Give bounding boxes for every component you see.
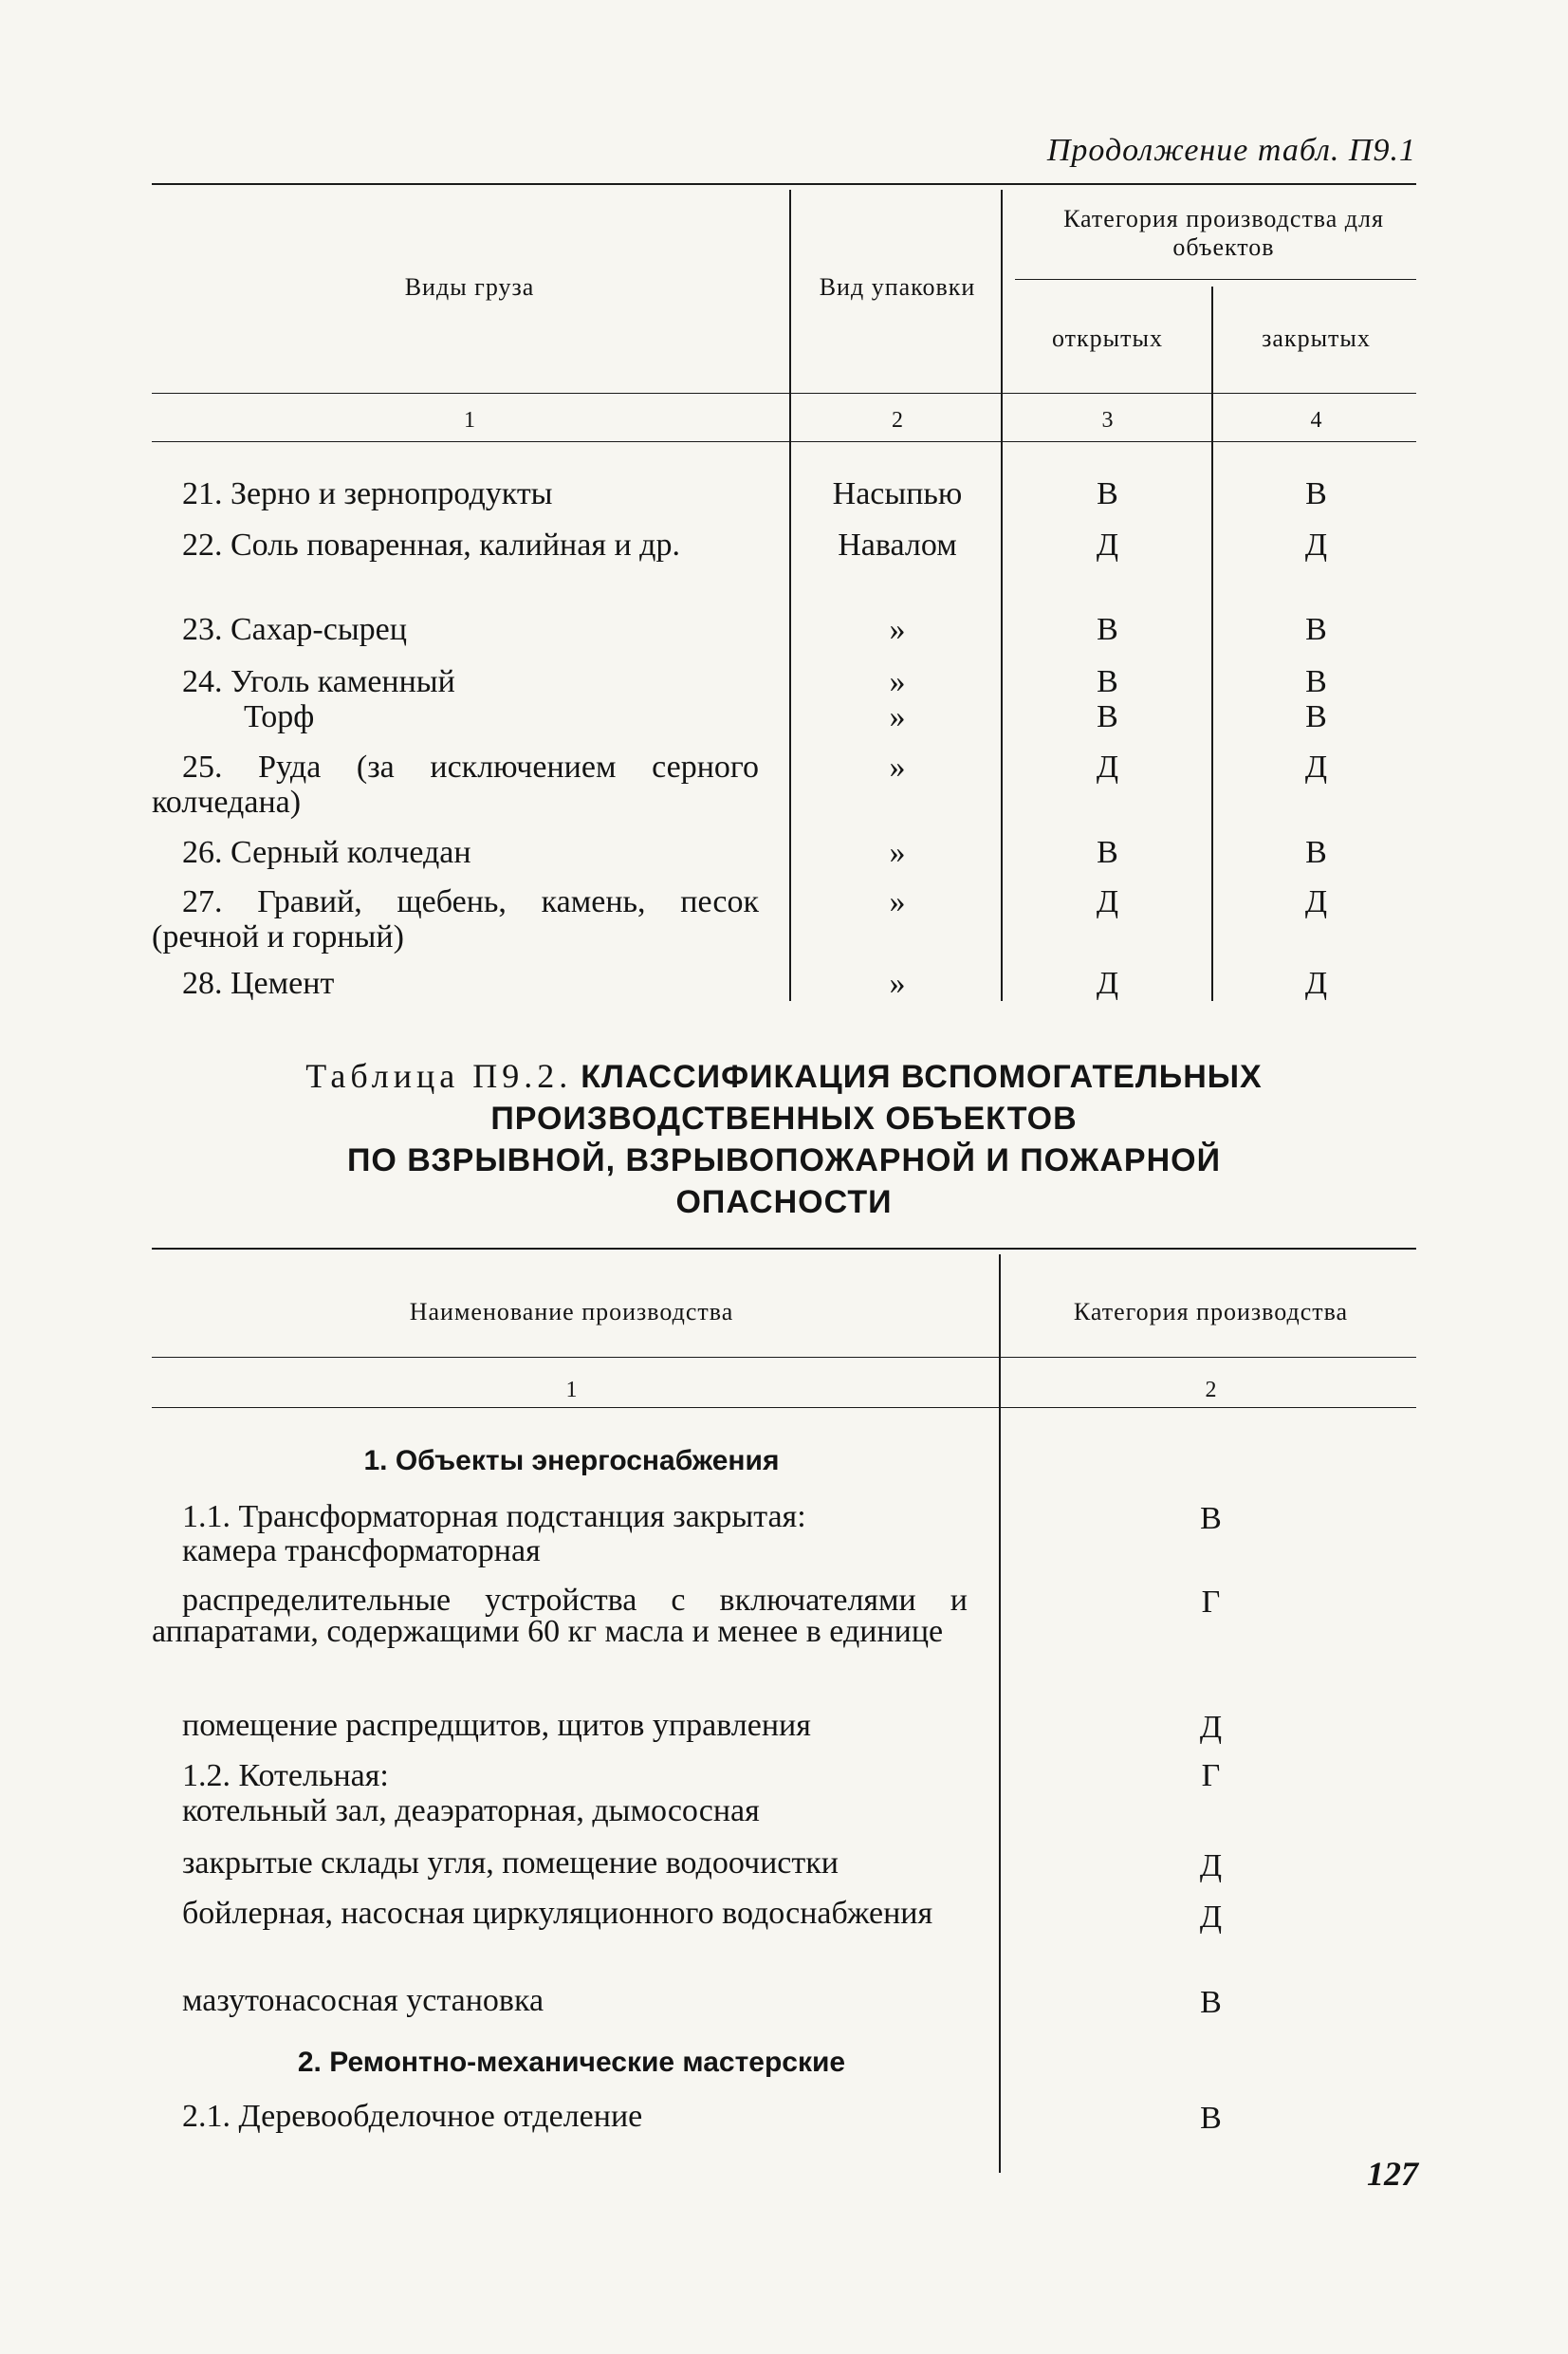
table2-row-name: мазутонасосная установка xyxy=(182,1983,544,2018)
table1-row-packaging: » xyxy=(889,664,906,699)
table1-row-name: 23. Сахар-сырец xyxy=(182,612,407,647)
table1-row-closed: В xyxy=(1305,835,1327,870)
table2-row-category: Д xyxy=(1199,1710,1223,1745)
table1-numbers-rule xyxy=(152,441,1416,442)
table1-row-name: 26. Серный колчедан xyxy=(182,835,471,870)
table1-row-name: 28. Цемент xyxy=(182,966,335,1001)
table1-category-rule xyxy=(1015,279,1416,280)
table2-row-category: В xyxy=(1200,2101,1222,2136)
table2-title xyxy=(152,1055,1416,1223)
table1-row-closed: Д xyxy=(1304,884,1328,919)
table1-row-open: В xyxy=(1097,476,1118,511)
table1-row-open: Д xyxy=(1096,966,1119,1001)
table1-row-closed: В xyxy=(1305,699,1327,734)
table2-row-name: камера трансформаторная xyxy=(182,1533,541,1568)
table1-row-name: 22. Соль поваренная, калийная и др. xyxy=(182,528,680,563)
table1-row-open: Д xyxy=(1096,884,1119,919)
table1-row-open: Д xyxy=(1096,528,1119,563)
table1-row-closed: Д xyxy=(1304,528,1328,563)
table1-row-open: В xyxy=(1097,612,1118,647)
table1-header-cargo: Виды груза xyxy=(404,273,535,301)
table1-col-number: 2 xyxy=(892,408,903,433)
table1-row-packaging: Насыпью xyxy=(832,476,963,511)
table2-row-name: 1.2. Котельная: xyxy=(182,1758,389,1793)
table2-section-title: 1. Объекты энергоснабжения xyxy=(363,1445,780,1476)
table1-row-open: В xyxy=(1097,835,1118,870)
table2-row-category: В xyxy=(1200,1501,1222,1536)
table2-title-label: Таблица П9.2. xyxy=(305,1057,573,1095)
table1-col-number: 3 xyxy=(1101,408,1114,433)
table1-divider-1 xyxy=(789,190,791,1001)
table1-row-packaging: Навалом xyxy=(838,528,957,563)
table2-row-name: распределительные устройства с включателями и аппаратами, содержащими 60 кг масла и менее в единице xyxy=(152,1583,968,1649)
table2-numbers-rule xyxy=(152,1407,1416,1408)
table1-header-open: открытых xyxy=(1052,324,1163,352)
table1-row-name: 27. Гравий, щебень, камень, песок (речной и горный) xyxy=(152,884,759,955)
table1-divider-2 xyxy=(1001,190,1003,1001)
table2-col-number: 1 xyxy=(565,1378,578,1402)
table1-row-open: В xyxy=(1097,664,1118,699)
table2-row-category: Д xyxy=(1199,1900,1223,1935)
table1-row-name: 21. Зерно и зернопродукты xyxy=(182,476,553,511)
table1-row-open: Д xyxy=(1096,750,1119,785)
table1-row-closed: Д xyxy=(1304,750,1328,785)
table1-row-packaging: » xyxy=(889,699,906,734)
table2-row-name: котельный зал, деаэраторная, дымососная xyxy=(182,1793,760,1828)
table2-title-line: КЛАССИФИКАЦИЯ ВСПОМОГАТЕЛЬНЫХ xyxy=(581,1059,1263,1095)
table2-header-name: Наименование производства xyxy=(409,1298,734,1325)
table2-title-line: ПРОИЗВОДСТВЕННЫХ ОБЪЕКТОВ xyxy=(490,1101,1078,1137)
table2-divider xyxy=(999,1254,1001,2173)
table1-col-number: 1 xyxy=(464,408,475,433)
table1-row-packaging: » xyxy=(889,750,906,785)
table1-row-open: В xyxy=(1097,699,1118,734)
page-number: 127 xyxy=(1367,2155,1418,2193)
table1-header-packaging: Вид упаковки xyxy=(819,273,976,301)
table1-row-name: Торф xyxy=(244,699,315,734)
table2-row-name: 1.1. Трансформаторная подстанция закрытая: xyxy=(182,1499,806,1534)
table1-row-packaging: » xyxy=(889,966,906,1001)
table1-row-name: 25. Руда (за исключением серного колчедана) xyxy=(152,750,759,820)
table1-row-packaging: » xyxy=(889,835,906,870)
table1-row-closed: В xyxy=(1305,612,1327,647)
table2-row-category: В xyxy=(1200,1985,1222,2020)
table1-row-closed: В xyxy=(1305,476,1327,511)
table2-top-rule xyxy=(152,1248,1416,1250)
table2-row-name: бойлерная, насосная циркуляционного водоснабжения xyxy=(182,1896,933,1931)
table2-row-name: 2.1. Деревообделочное отделение xyxy=(182,2099,643,2134)
table2-header-category: Категория производства xyxy=(1073,1298,1349,1325)
table2-row-name: помещение распредщитов, щитов управления xyxy=(182,1708,811,1743)
table1-divider-3 xyxy=(1211,287,1213,1001)
table1-top-rule xyxy=(152,183,1416,185)
table2-header-rule xyxy=(152,1357,1416,1358)
table1-row-name: 24. Уголь каменный xyxy=(182,664,455,699)
table2-title-line: ОПАСНОСТИ xyxy=(675,1184,893,1220)
table1-col-number: 4 xyxy=(1310,408,1322,433)
table2-row-category: Г xyxy=(1201,1758,1221,1793)
table1-row-closed: Д xyxy=(1304,966,1328,1001)
table2-title-line: ПО ВЗРЫВНОЙ, ВЗРЫВОПОЖАРНОЙ И ПОЖАРНОЙ xyxy=(346,1142,1222,1178)
table2-row-name: закрытые склады угля, помещение водоочистки xyxy=(182,1845,839,1881)
table2-col-number: 2 xyxy=(1205,1378,1217,1402)
continuation-caption: Продолжение табл. П9.1 xyxy=(1046,133,1416,168)
table2-row-category: Д xyxy=(1199,1848,1223,1883)
table1-header-category: Категория производства для объектов xyxy=(1063,205,1384,261)
table2-section-title: 2. Ремонтно-механические мастерские xyxy=(297,2047,846,2078)
table1-row-closed: В xyxy=(1305,664,1327,699)
table2-row-category: Г xyxy=(1201,1585,1221,1620)
table1-row-packaging: » xyxy=(889,884,906,919)
table1-header-rule xyxy=(152,393,1416,394)
table1-row-packaging: » xyxy=(889,612,906,647)
table1-header-closed: закрытых xyxy=(1262,324,1371,352)
